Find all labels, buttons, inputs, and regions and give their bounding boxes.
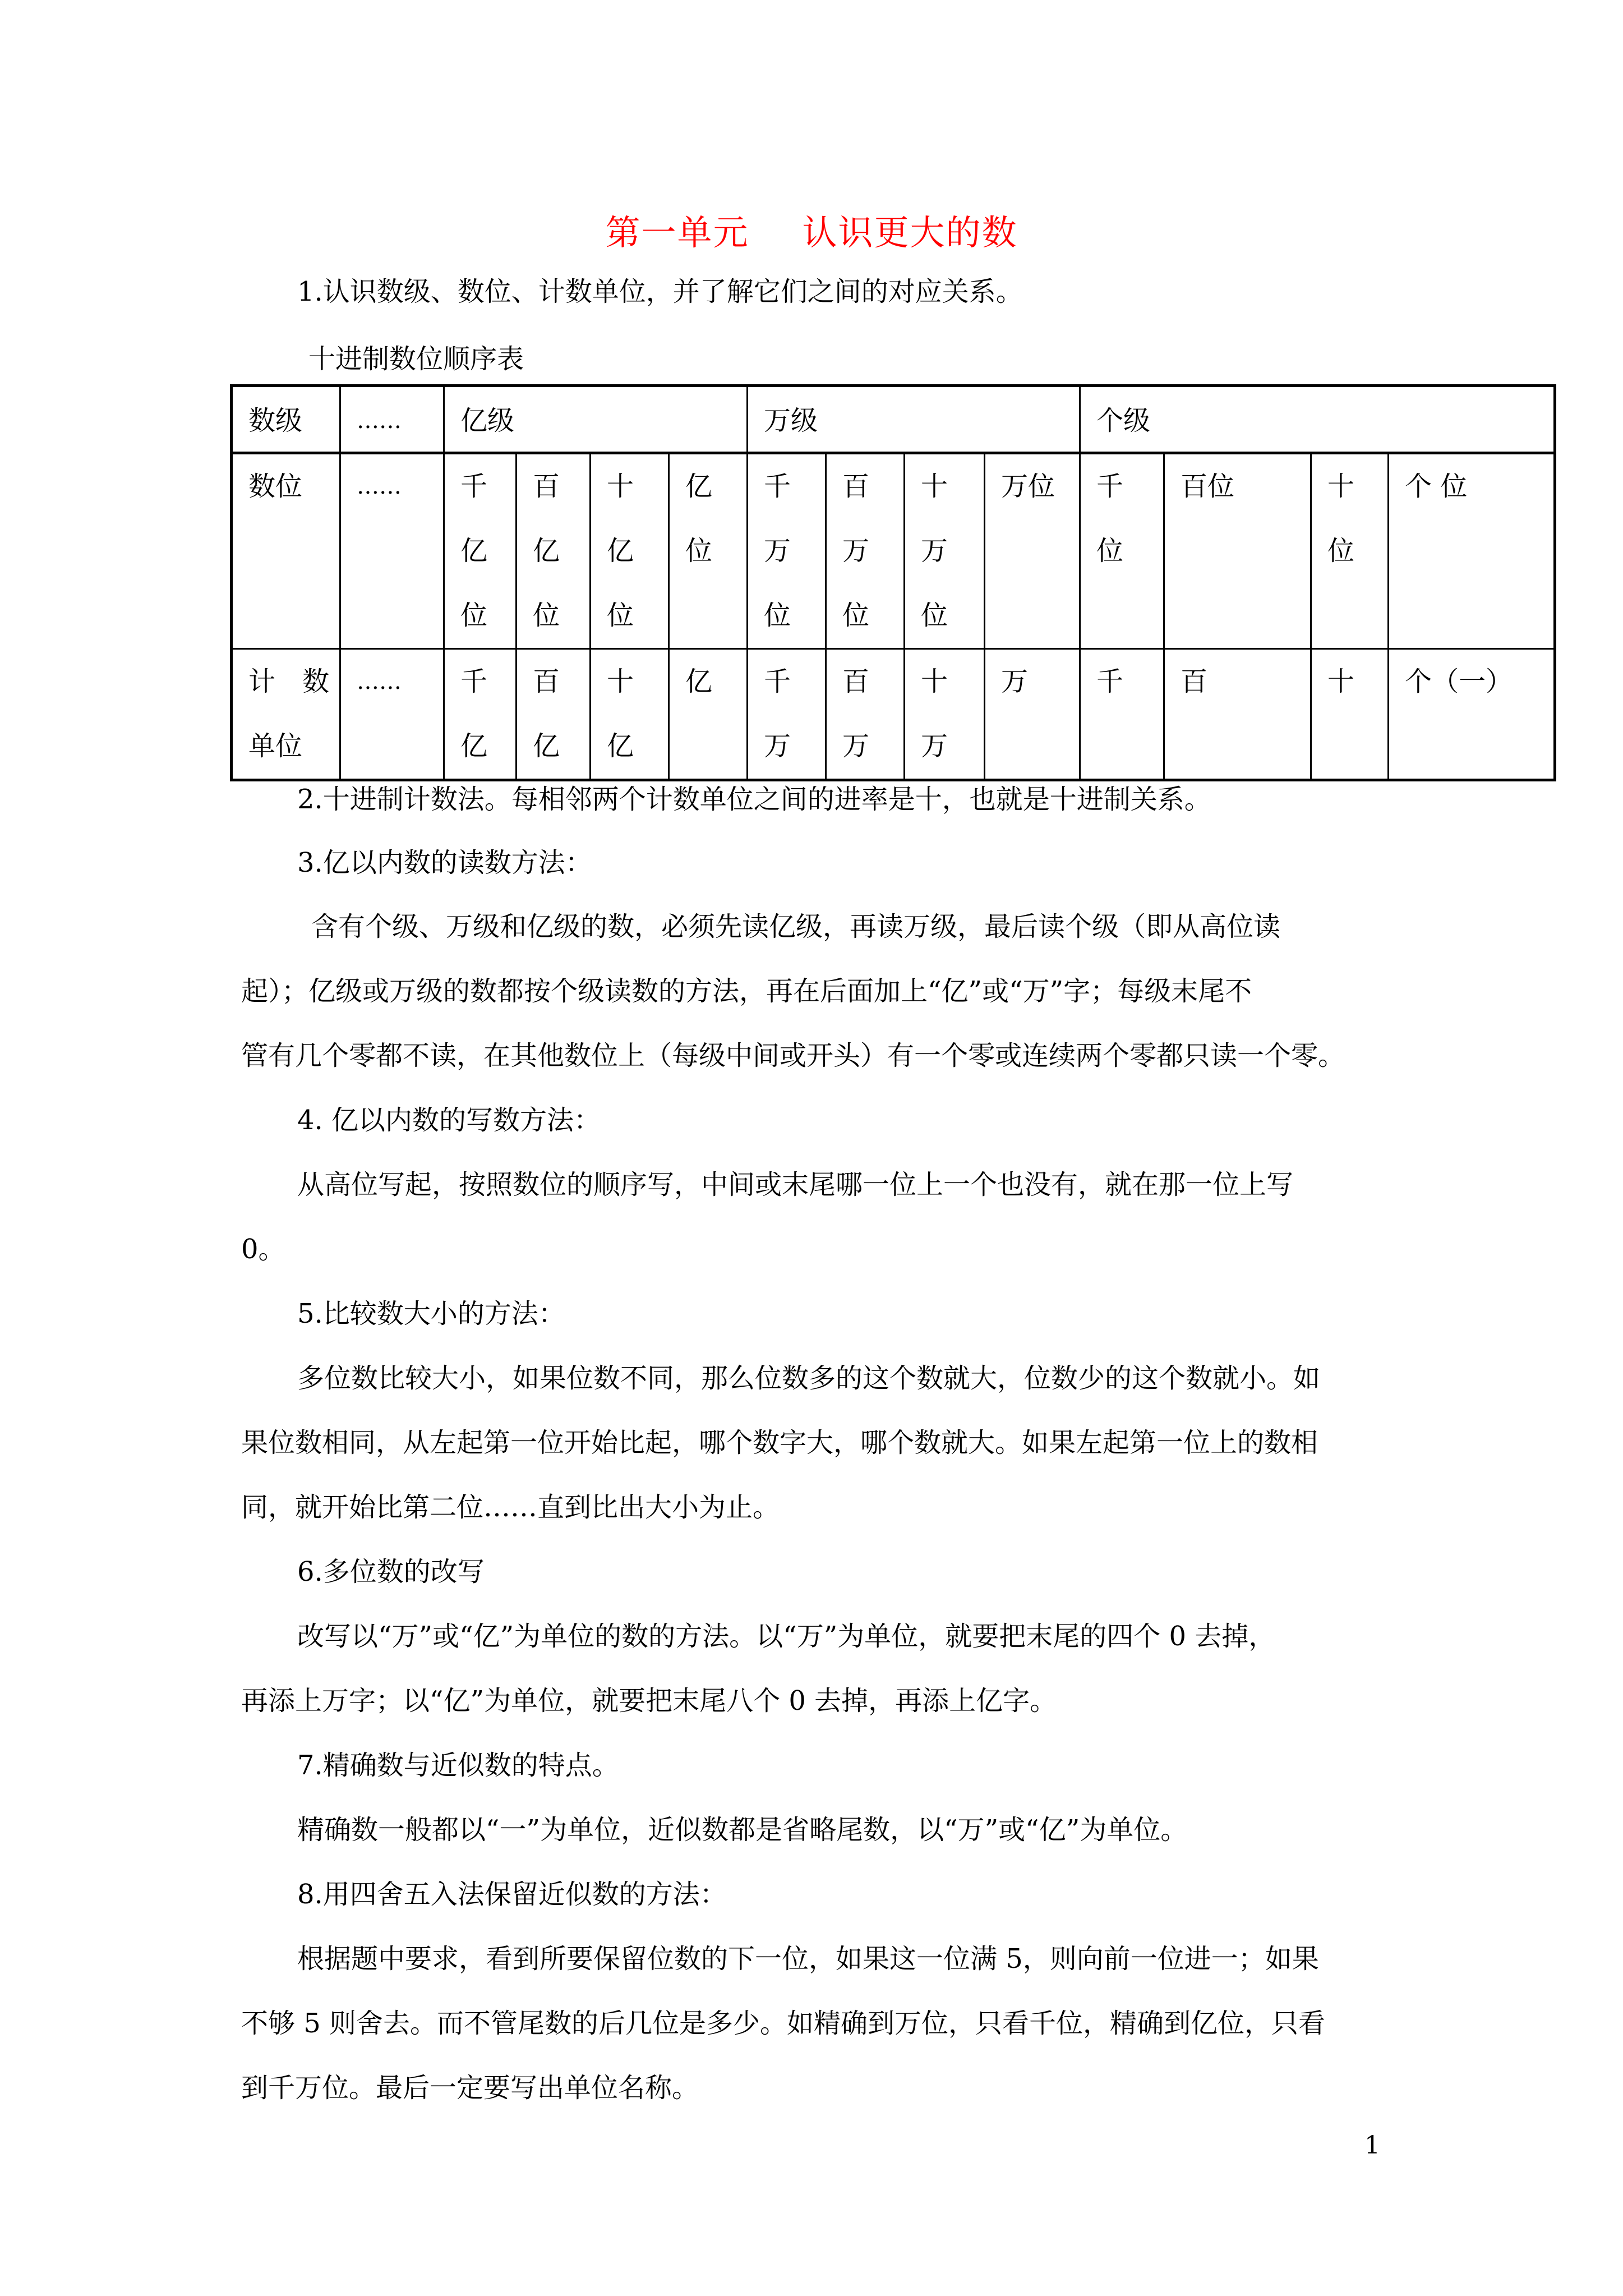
unit-char: 十 xyxy=(921,666,948,697)
row-label-place: 数位 xyxy=(232,453,340,649)
section-text-line: 从高位写起，按照数位的顺序写，中间或末尾哪一位上一个也没有，就在那一位上写 xyxy=(297,1169,1294,1200)
place-cell xyxy=(1311,453,1389,649)
place-char: 位 xyxy=(533,600,560,631)
place-char: 位 xyxy=(921,600,948,631)
table-row-units xyxy=(232,649,1555,780)
title-topic: 认识更大的数 xyxy=(802,212,1018,253)
ellipsis-cell: …… xyxy=(340,649,444,780)
page-number: 1 xyxy=(1364,2131,1380,2160)
unit-char: 万 xyxy=(764,730,791,762)
place-char: 千 xyxy=(460,471,488,502)
place-char: 位 xyxy=(842,600,870,631)
unit-char: 万 xyxy=(921,730,948,762)
place-char: 千 xyxy=(1096,471,1124,502)
place-cell xyxy=(748,453,826,649)
section-text-line: 含有个级、万级和亿级的数，必须先读亿级，再读万级，最后读个级（即从高位读 xyxy=(311,911,1281,942)
ellipsis-cell: …… xyxy=(340,386,444,453)
unit-char: 十 xyxy=(1327,666,1355,697)
place-value-table xyxy=(230,384,1556,781)
section-heading: 5.比较数大小的方法： xyxy=(297,1298,565,1329)
page-title xyxy=(0,205,1623,261)
place-char: 十 xyxy=(921,471,948,502)
place-char: 百 xyxy=(533,471,560,502)
unit-cell xyxy=(591,649,669,780)
unit-char: 亿 xyxy=(460,730,488,762)
place-cell xyxy=(669,453,748,649)
section-heading: 4. 亿以内数的写数方法： xyxy=(297,1105,601,1136)
place-cell xyxy=(591,453,669,649)
place-char: 个 位 xyxy=(1405,471,1468,502)
level-ge: 个级 xyxy=(1080,386,1555,453)
unit-char: 千 xyxy=(764,666,791,697)
section-text-line: 起）；亿级或万级的数都按个级读数的方法，再在后面加上“亿”或“万”字；每级末尾不 xyxy=(241,976,1252,1007)
title-unit: 第一单元 xyxy=(605,212,749,253)
table-row-levels xyxy=(232,386,1555,453)
place-char: 位 xyxy=(764,600,791,631)
unit-char: 亿 xyxy=(533,730,560,762)
section-text-line: 不够 5 则舍去。而不管尾数的后几位是多少。如精确到万位，只看千位，精确到亿位，只看 xyxy=(241,2008,1326,2039)
section-text-line: 同，就开始比第二位……直到比出大小为止。 xyxy=(241,1492,780,1523)
ellipsis-cell: …… xyxy=(340,453,444,649)
row-label-level: 数级 xyxy=(232,386,340,453)
place-char: 亿 xyxy=(685,471,713,502)
place-char: 十 xyxy=(607,471,634,502)
table-row-places xyxy=(232,453,1555,649)
unit-cell xyxy=(905,649,985,780)
unit-cell xyxy=(985,649,1080,780)
place-cell xyxy=(905,453,985,649)
place-char: 位 xyxy=(685,535,713,567)
unit-cell xyxy=(669,649,748,780)
section-text-line: 到千万位。最后一定要写出单位名称。 xyxy=(241,2072,699,2104)
unit-char: 百 xyxy=(1181,666,1208,697)
place-cell xyxy=(1164,453,1311,649)
place-cell xyxy=(1389,453,1555,649)
section-heading: 3.亿以内数的读数方法： xyxy=(297,847,592,878)
unit-cell xyxy=(748,649,826,780)
place-char: 万位 xyxy=(1001,471,1055,502)
place-char: 百位 xyxy=(1181,471,1235,502)
place-char: 位 xyxy=(1327,535,1355,567)
place-char: 亿 xyxy=(533,535,560,567)
unit-char: 百 xyxy=(842,666,870,697)
place-cell xyxy=(985,453,1080,649)
section-text-line: 管有几个零都不读，在其他数位上（每级中间或开头）有一个零或连续两个零都只读一个零。 xyxy=(241,1040,1345,1071)
place-cell xyxy=(444,453,517,649)
place-char: 位 xyxy=(1096,535,1124,567)
section-heading: 2.十进制计数法。每相邻两个计数单位之间的进率是十，也就是十进制关系。 xyxy=(297,784,1211,815)
place-char: 万 xyxy=(842,535,870,567)
unit-cell xyxy=(444,649,517,780)
section-text-line: 改写以“万”或“亿”为单位的数的方法。以“万”为单位，就要把末尾的四个 0 去掉， xyxy=(297,1621,1276,1652)
section-heading: 8.用四舍五入法保留近似数的方法： xyxy=(297,1879,727,1910)
place-char: 亿 xyxy=(607,535,634,567)
place-char: 万 xyxy=(764,535,791,567)
section-text-line: 0。 xyxy=(241,1234,285,1265)
unit-char: 个（一） xyxy=(1405,666,1513,697)
section-text-line: 果位数相同，从左起第一位开始比起，哪个数字大，哪个数就大。如果左起第一位上的数相 xyxy=(241,1427,1318,1458)
unit-cell xyxy=(1311,649,1389,780)
unit-char: 千 xyxy=(460,666,488,697)
unit-char: 亿 xyxy=(685,666,713,697)
row-label-unit-line2: 单位 xyxy=(248,730,303,762)
section-text-line: 多位数比较大小，如果位数不同，那么位数多的这个数就大，位数少的这个数就小。如 xyxy=(297,1363,1321,1394)
level-yi: 亿级 xyxy=(444,386,748,453)
place-char: 位 xyxy=(607,600,634,631)
level-wan: 万级 xyxy=(748,386,1080,453)
place-char: 千 xyxy=(764,471,791,502)
unit-char: 万 xyxy=(1001,666,1029,697)
place-cell xyxy=(517,453,591,649)
row-label-unit-line1: 计 数 xyxy=(248,666,330,697)
unit-char: 亿 xyxy=(607,730,634,762)
section-heading: 6.多位数的改写 xyxy=(297,1556,485,1588)
section-text-line: 精确数一般都以“一”为单位，近似数都是省略尾数，以“万”或“亿”为单位。 xyxy=(297,1814,1188,1846)
unit-char: 百 xyxy=(533,666,560,697)
section-text-line: 再添上万字；以“亿”为单位，就要把末尾八个 0 去掉，再添上亿字。 xyxy=(241,1685,1057,1717)
unit-cell xyxy=(517,649,591,780)
section-heading: 7.精确数与近似数的特点。 xyxy=(297,1750,619,1781)
place-cell xyxy=(826,453,905,649)
place-char: 万 xyxy=(921,535,948,567)
table-caption: 十进制数位顺序表 xyxy=(308,343,524,375)
item-1: 1.认识数级、数位、计数单位，并了解它们之间的对应关系。 xyxy=(297,276,1023,307)
section-text-line: 根据题中要求，看到所要保留位数的下一位，如果这一位满 5，则向前一位进一；如果 xyxy=(297,1943,1319,1975)
place-char: 亿 xyxy=(460,535,488,567)
row-label-unit xyxy=(232,649,340,780)
place-char: 位 xyxy=(460,600,488,631)
place-char: 十 xyxy=(1327,471,1355,502)
unit-char: 十 xyxy=(607,666,634,697)
unit-cell xyxy=(1080,649,1164,780)
place-cell xyxy=(1080,453,1164,649)
unit-cell xyxy=(1164,649,1311,780)
unit-char: 万 xyxy=(842,730,870,762)
place-char: 百 xyxy=(842,471,870,502)
unit-char: 千 xyxy=(1096,666,1124,697)
unit-cell xyxy=(1389,649,1555,780)
unit-cell xyxy=(826,649,905,780)
